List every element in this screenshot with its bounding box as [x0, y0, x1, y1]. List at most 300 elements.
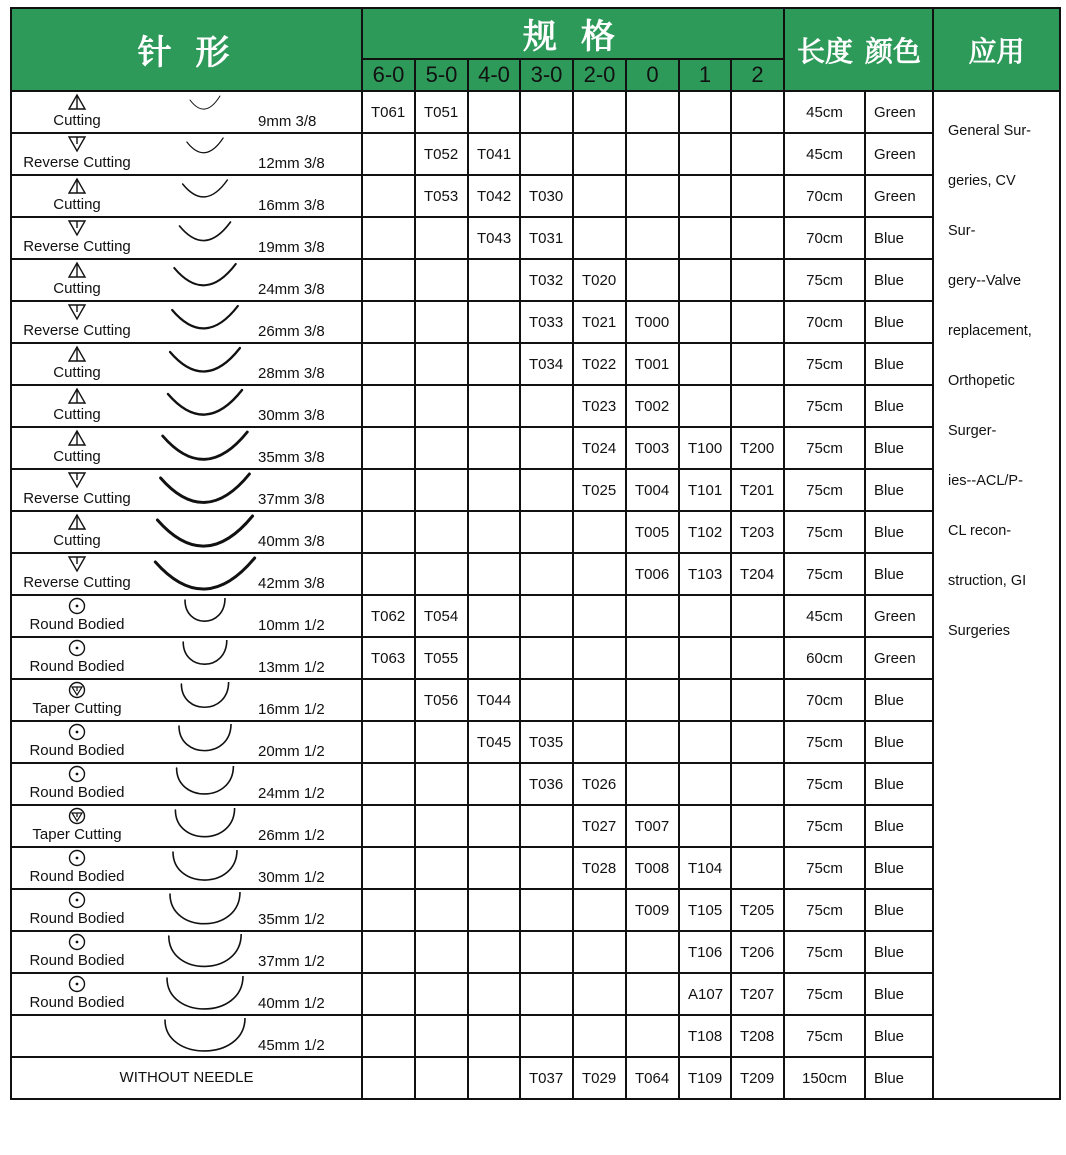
- product-code-cell: [468, 259, 520, 301]
- application-line: struction, GI: [948, 573, 1027, 589]
- product-code-cell: [573, 553, 626, 595]
- table-row: [11, 973, 1060, 1015]
- needle-type: [12, 597, 142, 632]
- product-code-cell: T061: [362, 91, 415, 133]
- needle-spec: 45mm 1/2: [258, 1037, 325, 1054]
- product-code-cell: T106: [679, 931, 731, 973]
- product-code-cell: [468, 805, 520, 847]
- product-code-cell: [731, 133, 784, 175]
- product-code-cell: [731, 847, 784, 889]
- product-code-cell: [468, 847, 520, 889]
- color-cell: Green: [865, 175, 933, 217]
- product-code-cell: T022: [573, 343, 626, 385]
- product-code-cell: [468, 637, 520, 679]
- table-row: [11, 931, 1060, 973]
- needle-type: [12, 387, 142, 422]
- length-cell: 45cm: [784, 91, 865, 133]
- needle-curve-icon: [150, 682, 260, 718]
- needle-spec: 42mm 3/8: [258, 575, 325, 592]
- product-code-cell: [520, 553, 573, 595]
- product-code-cell: [573, 721, 626, 763]
- product-code-cell: [679, 385, 731, 427]
- product-code-cell: [362, 385, 415, 427]
- product-code-cell: T042: [468, 175, 520, 217]
- product-code-cell: T103: [679, 553, 731, 595]
- product-code-cell: [468, 973, 520, 1015]
- product-code-cell: [362, 1015, 415, 1057]
- size-header-cell: 6-0: [362, 59, 415, 91]
- table-row: [11, 259, 1060, 301]
- needle-spec: 19mm 3/8: [258, 239, 325, 256]
- product-code-cell: [731, 721, 784, 763]
- product-code-cell: [626, 679, 679, 721]
- product-code-cell: [468, 469, 520, 511]
- round-bodied-circle-icon: [12, 933, 142, 953]
- table-row: [11, 301, 1060, 343]
- needle-curve-icon: [150, 892, 260, 928]
- product-code-cell: [679, 343, 731, 385]
- product-code-cell: [520, 595, 573, 637]
- product-code-cell: T003: [626, 427, 679, 469]
- product-code-cell: [362, 259, 415, 301]
- needle-type-label: Reverse Cutting: [23, 490, 131, 507]
- product-code-cell: [679, 637, 731, 679]
- needle-type-label: Cutting: [53, 406, 101, 423]
- color-cell: Blue: [865, 805, 933, 847]
- product-code-cell: [626, 763, 679, 805]
- length-cell: 75cm: [784, 931, 865, 973]
- needle-type: [12, 807, 142, 842]
- product-code-cell: [573, 679, 626, 721]
- product-code-cell: [415, 805, 468, 847]
- table-row: [11, 553, 1060, 595]
- product-code-cell: T032: [520, 259, 573, 301]
- reverse-cutting-triangle-icon: [12, 303, 142, 323]
- length-cell: 75cm: [784, 469, 865, 511]
- product-code-cell: [415, 847, 468, 889]
- color-cell: Blue: [865, 763, 933, 805]
- product-code-cell: [679, 763, 731, 805]
- application-line: Surger-: [948, 423, 997, 439]
- product-code-cell: A107: [679, 973, 731, 1015]
- table-row: [11, 679, 1060, 721]
- needle-spec: 10mm 1/2: [258, 617, 325, 634]
- color-cell: Blue: [865, 1015, 933, 1057]
- product-code-cell: T005: [626, 511, 679, 553]
- color-cell: Green: [865, 91, 933, 133]
- header-length: 长度: [784, 8, 865, 91]
- needle-curve-icon: [150, 1018, 260, 1054]
- product-code-cell: [731, 301, 784, 343]
- needle-type: [12, 891, 142, 926]
- product-code-cell: [731, 175, 784, 217]
- product-code-cell: T205: [731, 889, 784, 931]
- header-color: 颜色: [865, 8, 933, 91]
- needle-curve-icon: [150, 430, 260, 466]
- product-code-cell: T208: [731, 1015, 784, 1057]
- product-code-cell: [679, 679, 731, 721]
- product-code-cell: [468, 553, 520, 595]
- product-code-cell: [362, 511, 415, 553]
- needle-type-label: Reverse Cutting: [23, 322, 131, 339]
- needle-type-label: Round Bodied: [29, 616, 125, 633]
- product-code-cell: [626, 595, 679, 637]
- product-code-cell: T006: [626, 553, 679, 595]
- product-code-cell: [520, 847, 573, 889]
- needle-type-label: Round Bodied: [29, 910, 125, 927]
- product-code-cell: [362, 805, 415, 847]
- product-code-cell: T045: [468, 721, 520, 763]
- table-body: [11, 91, 1060, 1099]
- needle-cell: [11, 427, 362, 469]
- product-code-cell: T204: [731, 553, 784, 595]
- color-cell: Green: [865, 595, 933, 637]
- needle-spec: 20mm 1/2: [258, 743, 325, 760]
- product-code-cell: [573, 931, 626, 973]
- product-code-cell: [573, 1015, 626, 1057]
- needle-curve-icon: [150, 850, 260, 886]
- product-code-cell: [415, 931, 468, 973]
- product-code-cell: [679, 175, 731, 217]
- length-cell: 75cm: [784, 973, 865, 1015]
- needle-cell: [11, 763, 362, 805]
- needle-spec: 30mm 3/8: [258, 407, 325, 424]
- product-code-cell: [520, 889, 573, 931]
- round-bodied-circle-icon: [12, 765, 142, 785]
- round-bodied-circle-icon: [12, 597, 142, 617]
- length-cell: 45cm: [784, 595, 865, 637]
- table-row: [11, 1015, 1060, 1057]
- needle-curve-icon: [150, 262, 260, 298]
- product-code-cell: [731, 805, 784, 847]
- needle-cell: [11, 259, 362, 301]
- product-code-cell: [415, 721, 468, 763]
- application-line: Sur-: [948, 223, 976, 239]
- product-code-cell: [731, 217, 784, 259]
- product-code-cell: [626, 91, 679, 133]
- product-code-cell: T028: [573, 847, 626, 889]
- needle-spec: 16mm 1/2: [258, 701, 325, 718]
- product-code-cell: [415, 343, 468, 385]
- color-cell: Blue: [865, 217, 933, 259]
- product-code-cell: [520, 91, 573, 133]
- application-line: gery--Valve: [948, 273, 1022, 289]
- product-code-cell: T056: [415, 679, 468, 721]
- needle-type: [12, 1017, 142, 1037]
- product-code-cell: T036: [520, 763, 573, 805]
- product-code-cell: [520, 385, 573, 427]
- reverse-cutting-triangle-icon: [12, 219, 142, 239]
- cutting-triangle-icon: [12, 429, 142, 449]
- needle-spec: 26mm 3/8: [258, 323, 325, 340]
- color-cell: Blue: [865, 343, 933, 385]
- product-code-cell: [679, 301, 731, 343]
- product-code-cell: [468, 889, 520, 931]
- color-cell: Blue: [865, 301, 933, 343]
- table-row: [11, 637, 1060, 679]
- needle-curve-icon: [150, 178, 260, 214]
- product-code-cell: [626, 637, 679, 679]
- color-cell: Blue: [865, 553, 933, 595]
- product-code-cell: T102: [679, 511, 731, 553]
- product-code-cell: [731, 385, 784, 427]
- needle-spec: 35mm 3/8: [258, 449, 325, 466]
- needle-curve-icon: [150, 598, 260, 634]
- product-code-cell: T024: [573, 427, 626, 469]
- needle-curve-icon: [150, 346, 260, 382]
- product-code-cell: [573, 217, 626, 259]
- needle-type-label: Cutting: [53, 448, 101, 465]
- needle-type-label: Taper Cutting: [32, 826, 122, 843]
- product-code-cell: T034: [520, 343, 573, 385]
- table-row: [11, 721, 1060, 763]
- needle-type: [12, 765, 142, 800]
- needle-type-label: Reverse Cutting: [23, 574, 131, 591]
- product-code-cell: [415, 889, 468, 931]
- reverse-cutting-triangle-icon: [12, 135, 142, 155]
- product-code-cell: T009: [626, 889, 679, 931]
- product-code-cell: [731, 343, 784, 385]
- product-code-cell: [415, 1015, 468, 1057]
- length-cell: 75cm: [784, 763, 865, 805]
- header-application: 应用: [933, 8, 1060, 91]
- product-code-cell: T033: [520, 301, 573, 343]
- product-code-cell: [362, 679, 415, 721]
- table-row: [11, 427, 1060, 469]
- needle-type-label: Round Bodied: [29, 658, 125, 675]
- product-code-cell: [362, 175, 415, 217]
- product-code-cell: [362, 721, 415, 763]
- round-bodied-circle-icon: [12, 849, 142, 869]
- product-code-cell: [731, 91, 784, 133]
- product-code-cell: [415, 217, 468, 259]
- table-row: [11, 889, 1060, 931]
- product-code-cell: [573, 511, 626, 553]
- product-code-cell: [362, 469, 415, 511]
- product-code-cell: [626, 133, 679, 175]
- product-code-cell: [626, 973, 679, 1015]
- needle-cell: [11, 175, 362, 217]
- product-code-cell: [626, 931, 679, 973]
- table-row: [11, 805, 1060, 847]
- needle-type-label: Reverse Cutting: [23, 154, 131, 171]
- product-code-cell: [468, 1015, 520, 1057]
- product-code-cell: [362, 427, 415, 469]
- product-code-cell: T035: [520, 721, 573, 763]
- color-cell: Blue: [865, 721, 933, 763]
- application-line: CL recon-: [948, 523, 1012, 539]
- needle-cell: [11, 721, 362, 763]
- length-cell: 70cm: [784, 679, 865, 721]
- product-code-cell: T001: [626, 343, 679, 385]
- needle-cell: [11, 385, 362, 427]
- length-cell: 75cm: [784, 385, 865, 427]
- product-code-cell: [468, 301, 520, 343]
- needle-type: [12, 681, 142, 716]
- product-code-cell: [679, 805, 731, 847]
- product-code-cell: [362, 973, 415, 1015]
- needle-spec: 13mm 1/2: [258, 659, 325, 676]
- needle-type: [12, 471, 142, 506]
- product-code-cell: [626, 1015, 679, 1057]
- needle-cell: [11, 847, 362, 889]
- length-cell: 75cm: [784, 805, 865, 847]
- product-code-cell: T053: [415, 175, 468, 217]
- needle-cell: [11, 1015, 362, 1057]
- needle-type: [12, 177, 142, 212]
- needle-spec: 16mm 3/8: [258, 197, 325, 214]
- table-row: [11, 511, 1060, 553]
- product-code-cell: T030: [520, 175, 573, 217]
- needle-curve-icon: [150, 808, 260, 844]
- length-cell: 75cm: [784, 259, 865, 301]
- table-row: [11, 595, 1060, 637]
- table-row: [11, 217, 1060, 259]
- product-code-cell: [415, 973, 468, 1015]
- product-code-cell: [731, 679, 784, 721]
- product-code-cell: [468, 427, 520, 469]
- needle-cell: [11, 133, 362, 175]
- product-code-cell: [679, 259, 731, 301]
- color-cell: Blue: [865, 973, 933, 1015]
- product-code-cell: T004: [626, 469, 679, 511]
- product-code-cell: [679, 217, 731, 259]
- product-code-cell: T031: [520, 217, 573, 259]
- length-cell: 150cm: [784, 1057, 865, 1099]
- application-line: Surgeries: [948, 623, 1011, 639]
- length-cell: 70cm: [784, 301, 865, 343]
- suture-spec-table-container: [10, 7, 1061, 1100]
- table-row: [11, 133, 1060, 175]
- table-row: [11, 763, 1060, 805]
- application-line: General Sur-: [948, 123, 1032, 139]
- product-code-cell: [520, 511, 573, 553]
- product-code-cell: T207: [731, 973, 784, 1015]
- needle-curve-icon: [150, 304, 260, 340]
- product-code-cell: [679, 721, 731, 763]
- header-spec: 规 格: [362, 8, 784, 59]
- reverse-cutting-triangle-icon: [12, 471, 142, 491]
- product-code-cell: T027: [573, 805, 626, 847]
- needle-cell: [11, 679, 362, 721]
- product-code-cell: T044: [468, 679, 520, 721]
- color-cell: Green: [865, 133, 933, 175]
- needle-curve-icon: [150, 472, 260, 508]
- needle-cell: [11, 511, 362, 553]
- product-code-cell: [573, 637, 626, 679]
- needle-cell: [11, 553, 362, 595]
- product-code-cell: [573, 175, 626, 217]
- needle-spec: 26mm 1/2: [258, 827, 325, 844]
- needle-type-label: Round Bodied: [29, 952, 125, 969]
- product-code-cell: T007: [626, 805, 679, 847]
- needle-type-label: Cutting: [53, 364, 101, 381]
- product-code-cell: [468, 763, 520, 805]
- needle-spec: 24mm 3/8: [258, 281, 325, 298]
- needle-spec: 24mm 1/2: [258, 785, 325, 802]
- needle-type: [12, 261, 142, 296]
- needle-spec: 35mm 1/2: [258, 911, 325, 928]
- color-cell: Blue: [865, 427, 933, 469]
- needle-type: [12, 975, 142, 1010]
- needle-type: [12, 933, 142, 968]
- needle-type: [12, 219, 142, 254]
- product-code-cell: T054: [415, 595, 468, 637]
- needle-type-label: Round Bodied: [29, 784, 125, 801]
- size-header-cell: 1: [679, 59, 731, 91]
- needle-type-label: Cutting: [53, 196, 101, 213]
- needle-type: [12, 555, 142, 590]
- table-row: [11, 175, 1060, 217]
- size-header-cell: 3-0: [520, 59, 573, 91]
- needle-cell: [11, 217, 362, 259]
- length-cell: 75cm: [784, 427, 865, 469]
- needle-spec: 40mm 3/8: [258, 533, 325, 550]
- needle-cell: [11, 595, 362, 637]
- product-code-cell: [362, 301, 415, 343]
- product-code-cell: [415, 385, 468, 427]
- needle-curve-icon: [150, 934, 260, 970]
- needle-curve-icon: [150, 640, 260, 676]
- product-code-cell: [626, 259, 679, 301]
- needle-type-label: Round Bodied: [29, 742, 125, 759]
- needle-type: [12, 345, 142, 380]
- product-code-cell: [626, 217, 679, 259]
- product-code-cell: [362, 931, 415, 973]
- needle-curve-icon: [150, 724, 260, 760]
- product-code-cell: [468, 931, 520, 973]
- product-code-cell: T109: [679, 1057, 731, 1099]
- length-cell: 75cm: [784, 721, 865, 763]
- product-code-cell: [468, 91, 520, 133]
- length-cell: 70cm: [784, 217, 865, 259]
- product-code-cell: [415, 427, 468, 469]
- needle-spec: 37mm 1/2: [258, 953, 325, 970]
- length-cell: 75cm: [784, 553, 865, 595]
- length-cell: 75cm: [784, 343, 865, 385]
- product-code-cell: [679, 133, 731, 175]
- product-code-cell: T062: [362, 595, 415, 637]
- product-code-cell: T100: [679, 427, 731, 469]
- product-code-cell: [362, 217, 415, 259]
- cutting-triangle-icon: [12, 177, 142, 197]
- cutting-triangle-icon: [12, 93, 142, 113]
- needle-type-label: Round Bodied: [29, 868, 125, 885]
- needle-cell: [11, 973, 362, 1015]
- product-code-cell: T026: [573, 763, 626, 805]
- length-cell: 75cm: [784, 1015, 865, 1057]
- product-code-cell: [362, 343, 415, 385]
- needle-type: [12, 303, 142, 338]
- product-code-cell: [415, 511, 468, 553]
- needle-curve-icon: [150, 556, 260, 592]
- product-code-cell: [573, 91, 626, 133]
- application-line: Orthopetic: [948, 373, 1015, 389]
- product-code-cell: T000: [626, 301, 679, 343]
- table-row: [11, 847, 1060, 889]
- product-code-cell: [362, 553, 415, 595]
- product-code-cell: T108: [679, 1015, 731, 1057]
- needle-type: [12, 429, 142, 464]
- suture-spec-table: [10, 7, 1061, 1100]
- needle-type: [12, 849, 142, 884]
- application-line: ies--ACL/P-: [948, 473, 1023, 489]
- product-code-cell: T104: [679, 847, 731, 889]
- color-cell: Blue: [865, 889, 933, 931]
- product-code-cell: [626, 721, 679, 763]
- length-cell: 75cm: [784, 511, 865, 553]
- needle-cell: [11, 343, 362, 385]
